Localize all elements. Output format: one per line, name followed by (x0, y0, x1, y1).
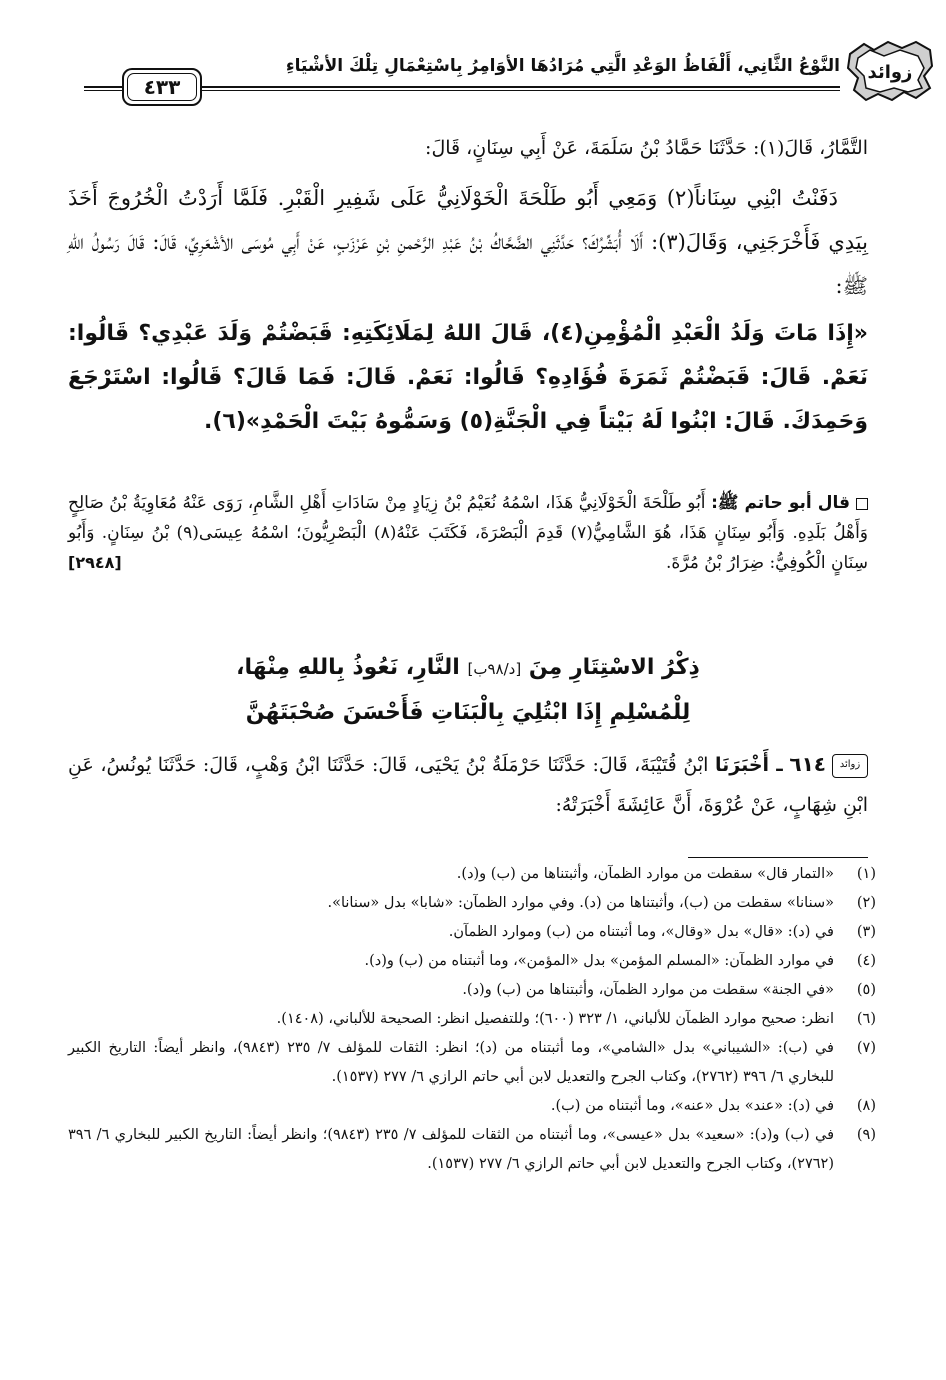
footnote-item: (٧) في (ب): «الشيباني» بدل «الشامي»، وما أثبتناه من (د)؛ انظر: الثقات للمؤلف ٧/ ٢٣٥ (٩٨٤٣)، وانظر أيضاً: التاريخ الكبير للبخاري ٦/ ٣٩٦ (٢٧٦٢)، وكتاب الجرح والتعديل لابن أبي حاتم الرازي ٦/ ٢٧٧ (١٥٣٧). (68, 1040, 876, 1085)
zawaid-badge-icon: زوائد (832, 754, 868, 778)
footnote-item: (٨) في (د): «عند» بدل «عنه»، وما أثبتناه من (ب). (550, 1098, 876, 1114)
zawaid-logo-icon (844, 36, 936, 106)
section-title-line2: لِلْمُسْلِمِ إِذَا ابْتُلِيَ بِالْبَنَاتِ فَأَحْسَنَ صُحْبَتَهُنَّ (245, 700, 691, 725)
abu-hatim-label: قال أبو حاتم ﷺ: (711, 493, 851, 513)
abu-hatim-comment (68, 488, 868, 578)
akhbarana-label: ـ أَخْبَرَنَا (715, 754, 783, 776)
footnote-item: (٩) في (ب) و(د): «سعيد» بدل «عيسى»، وما أثبتناه من الثقات للمؤلف ٧/ ٢٣٥ (٩٨٤٣)؛ وانظر أيضاً: التاريخ الكبير للبخاري ٦/ ٣٩٦ (٢٧٦٢)، وكتاب الجرح والتعديل لابن أبي حاتم الرازي ٦/ ٢٧٧ (١٥٣٧). (68, 1127, 876, 1172)
manuscript-bracket: [د/٩٨ب] (467, 660, 522, 678)
section-title (68, 646, 868, 735)
intro-line: التَّمَّارُ، قَالَ(١): حَدَّثَنَا حَمَّادُ بْنُ سَلَمَةَ، عَنْ أَبِي سِنَانٍ، قَالَ: (425, 137, 868, 159)
footnotes (68, 860, 876, 1179)
hadith-number: ٦١٤ (789, 752, 826, 776)
footnote-item: (٤) في موارد الظمآن: «المسلم المؤمن» بدل «المؤمن»، وما أثبتناه من (ب) و(د). (364, 953, 876, 969)
intro-paragraph (68, 128, 868, 168)
running-title: النَّوْعُ الثَّانِي، أَلْفَاظُ الوَعْدِ الَّتِي مُرَادُهَا الأوَامِرُ بِاسْتِعْمَالِ تِلْكَ الأشْيَاءِ (285, 56, 840, 76)
footnote-item: (٢) «سنانا» سقطت من (ب)، وأثبتناها من (د). وفي موارد الظمآن: «شابا» بدل «سنانا». (327, 895, 876, 911)
page-header (84, 36, 936, 114)
hadith-614-text: ابْنُ قُتَيْبَةَ، قَالَ: حَدَّثَنَا حَرْمَلَةُ بْنُ يَحْيَى، قَالَ: حَدَّثَنَا ابْنُ وَهْبٍ، قَالَ: حَدَّثَنَا يُونُسُ، عَنِ ابْنِ شِهَابٍ، عَنْ عُرْوَةَ، أَنَّ عَائِشَةَ أَخْبَرَتْهُ: (68, 754, 868, 816)
section-title-part2: النَّارِ، نَعُوذُ بِاللهِ مِنْهَا، (236, 655, 460, 680)
section-title-part1: ذِكْرُ الاسْتِتَارِ مِنَ (528, 655, 700, 680)
narration-paragraph (68, 176, 868, 308)
narration-text: دَفَنْتُ ابْنِي سِنَاناً(٢) وَمَعِي أَبُو طَلْحَةَ الْخَوْلَانِيُّ عَلَى شَفِيرِ الْقَبْرِ. فَلَمَّا أَرَدْتُ الْخُرُوجَ أَخَذَ بِيَدِي فَأَخْرَجَنِي، وَقَالَ(٣): أَلَا أُبَشِّرُكَ؟ حَدَّثَنِي الضَّحَّاكُ بْنُ عَبْدِ الرَّحْمنِ بْنِ عَرْزَبٍ، عَنْ أَبِي مُوسَى الأشْعَرِيِّ، قَالَ: قَالَ رَسُولُ اللهِ ﷺ: (68, 186, 868, 298)
reference-number: [٢٩٤٨] (68, 553, 122, 572)
square-bullet-icon (856, 498, 868, 510)
hadith-matn (68, 312, 868, 444)
footnote-item: (١) «التمار قال» سقطت من موارد الظمآن، وأثبتناها من (ب) و(د). (456, 866, 876, 882)
footnote-item: (٥) «في الجنة» سقطت من موارد الظمآن، وأثبتناها من (ب) و(د). (462, 982, 876, 998)
page-number: ٤٣٣ (122, 68, 202, 106)
logo-label: زوائد (867, 62, 913, 83)
footnote-divider (688, 857, 868, 858)
hadith-text: «إِذَا مَاتَ وَلَدُ الْعَبْدِ الْمُؤْمِنِ(٤)، قَالَ اللهُ لِمَلَائِكَتِهِ: قَبَضْتُمْ وَلَدَ عَبْدِي؟ قَالُوا: نَعَمْ. قَالَ: قَبَضْتُمْ ثَمَرَةَ فُؤَادِهِ؟ قَالُوا: نَعَمْ. قَالَ: فَمَا قَالَ؟ قَالُوا: اسْتَرْجَعَ وَحَمِدَكَ. قَالَ: ابْنُوا لَهُ بَيْتاً فِي الْجَنَّةِ(٥) وَسَمُّوهُ بَيْتَ الْحَمْدِ»(٦). (68, 321, 868, 434)
footnote-item: (٦) انظر: صحيح موارد الظمآن للألباني، ١/ ٣٢٣ (٦٠٠)؛ وللتفصيل انظر: الصحيحة للألباني، (١٤٠٨). (276, 1011, 876, 1027)
abu-hatim-text: أَبُو طَلْحَةَ الْخَوْلَانِيُّ هَذَا، اسْمُهُ نُعَيْمُ بْنُ زِيَادٍ مِنْ سَادَاتِ أَهْلِ الشَّامِ، رَوَى عَنْهُ مُعَاوِيَةُ بْنُ صَالِحٍ وَأَهْلُ بَلَدِهِ. وَأَبُو سِنَانٍ هَذَا، هُوَ الشَّامِيُّ(٧) قَدِمَ الْبَصْرَةَ، فَكَتَبَ عَنْهُ(٨) الْبَصْرِيُّونَ؛ اسْمُهُ عِيسَى(٩) بْنُ سِنَانٍ. وَأَبُو سِنَانٍ الْكُوفِيُّ: ضِرَارُ بْنُ مُرَّةَ. (68, 493, 868, 573)
footnote-item: (٣) في (د): «قال» بدل «وقال»، وما أثبتناه من (ب) وموارد الظمآن. (448, 924, 876, 940)
hadith-614 (68, 744, 868, 825)
